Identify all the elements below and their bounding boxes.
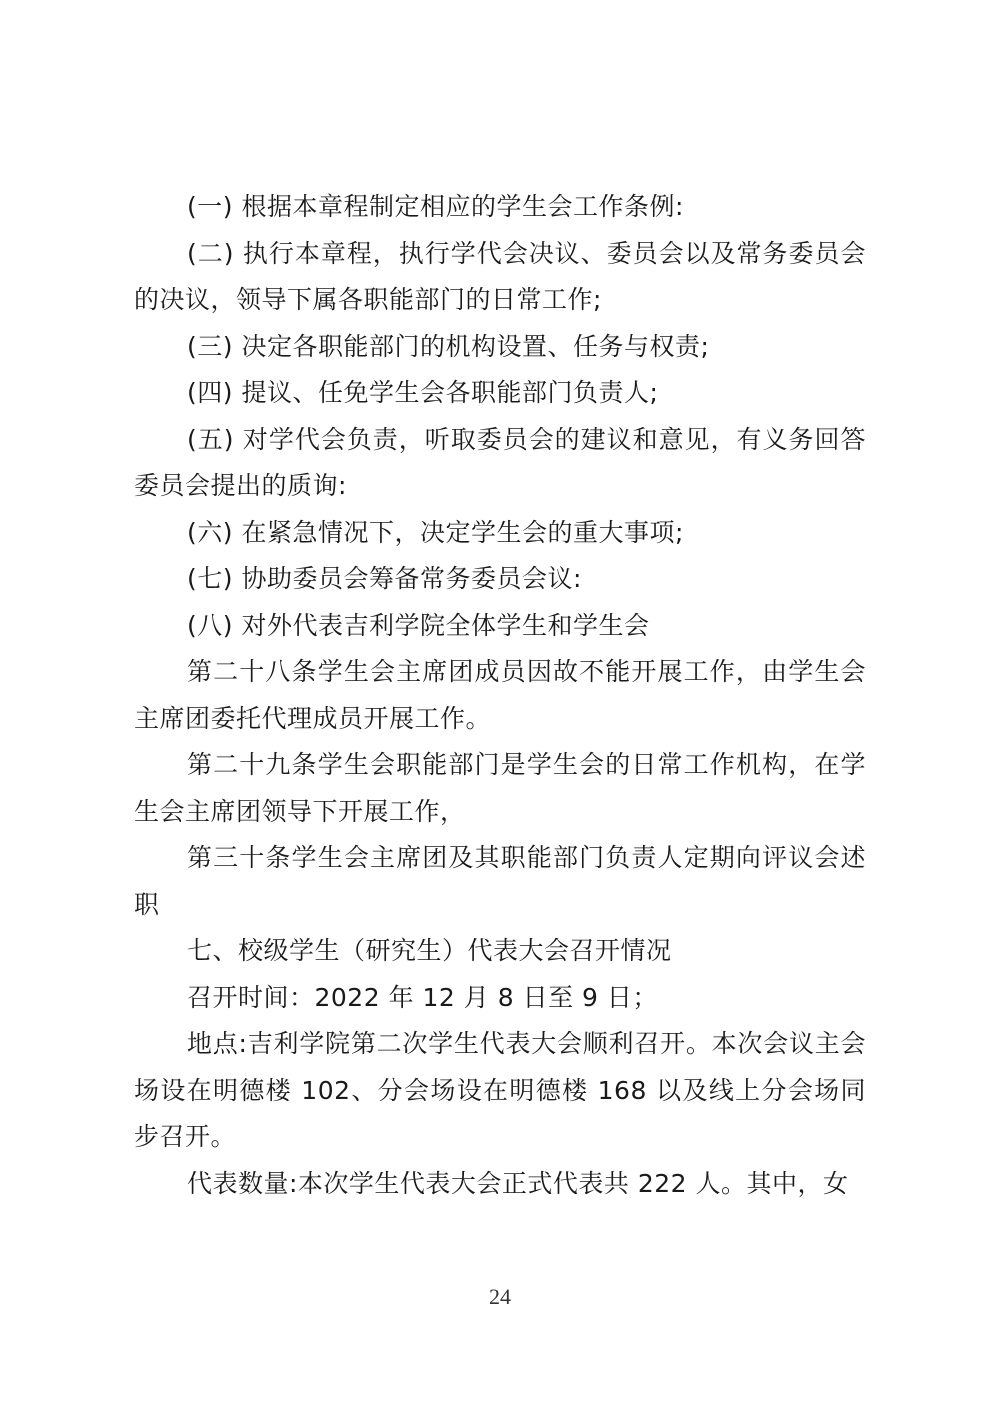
- representative-count: 代表数量:本次学生代表大会正式代表共 222 人。其中，女: [187, 1168, 849, 1198]
- article-29: 第二十九条学生会职能部门是学生会的日常工作机构，在学生会主席团领导下开展工作，: [134, 750, 866, 826]
- paragraph-item-8: (八) 对外代表吉利学院全体学生和学生会: [187, 610, 650, 640]
- section-heading: 七、校级学生（研究生）代表大会召开情况: [187, 936, 672, 965]
- paragraph-item-6: (六) 在紧急情况下，决定学生会的重大事项;: [187, 517, 684, 547]
- paragraph-item-1: (一) 根据本章程制定相应的学生会工作条例:: [187, 192, 684, 221]
- meeting-time: 召开时间：2022 年 12 月 8 日至 9 日；: [187, 982, 658, 1012]
- article-30: 第三十条学生会主席团及其职能部门负责人定期向评议会述职: [134, 843, 866, 919]
- paragraph-item-7: (七) 协助委员会筹备常务委员会议:: [187, 564, 582, 593]
- document-body: [134, 184, 866, 1207]
- meeting-location: 地点:吉利学院第二次学生代表大会顺利召开。本次会议主会场设在明德楼 102、分会场设在明德楼 168 以及线上分会场同步召开。: [134, 1029, 866, 1151]
- paragraph-item-2: (二) 执行本章程，执行学代会决议、委员会以及常务委员会的决议，领导下属各职能部门的日常工作;: [134, 238, 866, 314]
- article-28: 第二十八条学生会主席团成员因故不能开展工作，由学生会主席团委托代理成员开展工作。: [134, 657, 866, 733]
- paragraph-item-4: (四) 提议、任免学生会各职能部门负责人;: [187, 378, 659, 407]
- paragraph-item-3: (三) 决定各职能部门的机构设置、任务与权责;: [187, 331, 710, 361]
- paragraph-item-5: (五) 对学代会负责，听取委员会的建议和意见，有义务回答委员会提出的质询:: [134, 424, 866, 500]
- page-number: 24: [489, 1284, 511, 1309]
